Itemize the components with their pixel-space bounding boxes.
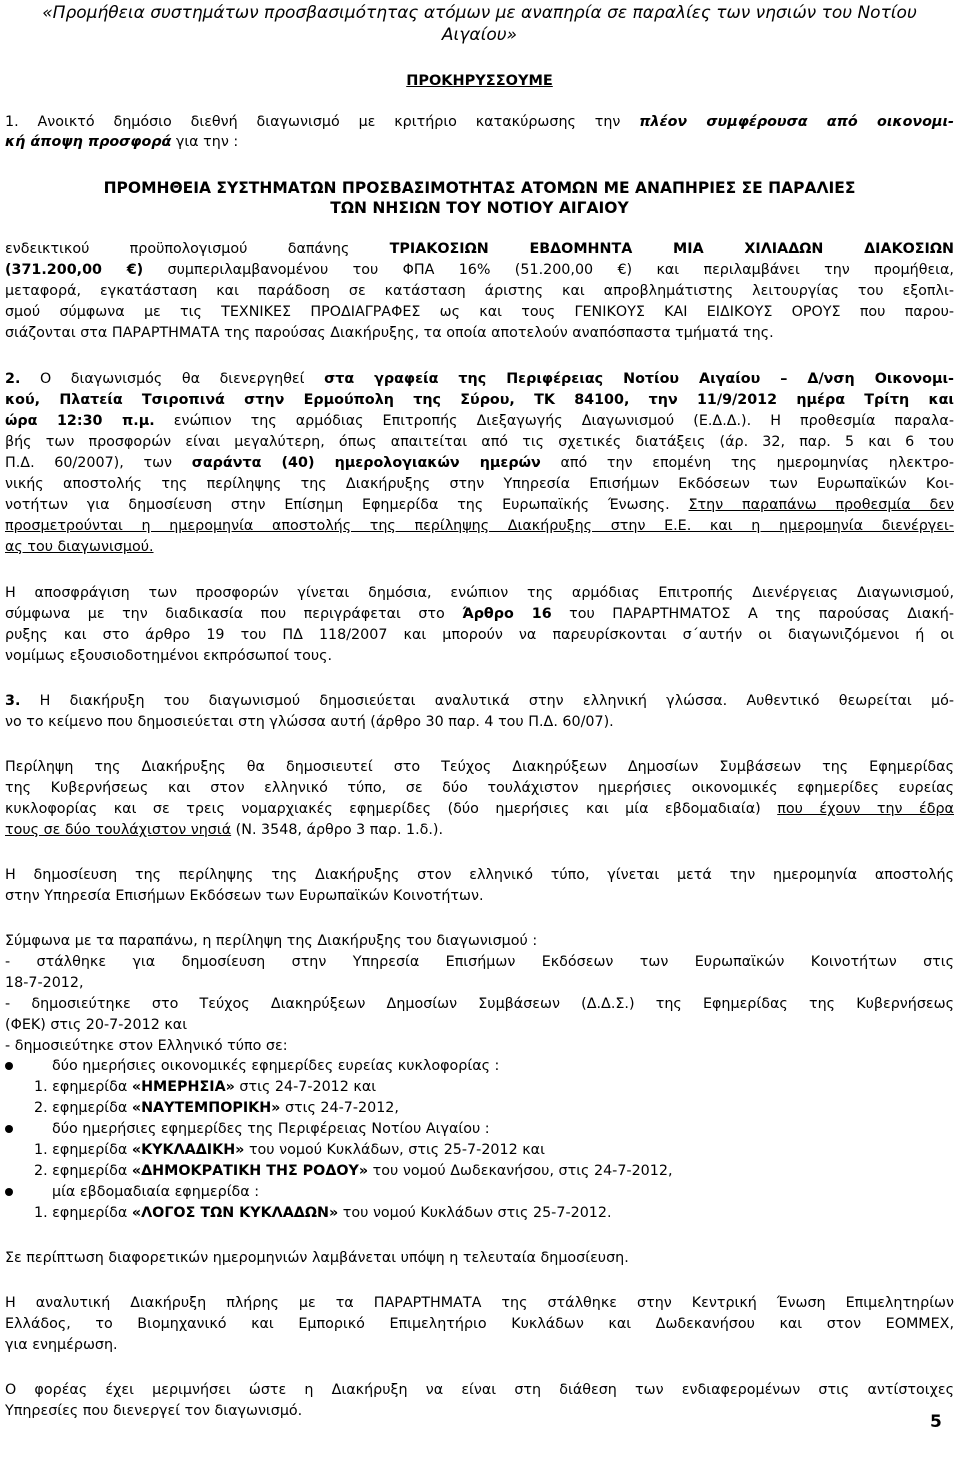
list-item: 1. εφημερίδα «ΛΟΓΟΣ ΤΩΝ ΚΥΚΛΑΔΩΝ» του νομού Κυκλάδων στις 25-7-2012. <box>34 1205 612 1221</box>
budget-line-3: μεταφορά, εγκατάσταση και παράδοση σε κατάσταση άριστης και απροβλημάτιστης λειτουργίας του εξοπλι- <box>5 283 954 299</box>
full-notice-line-3: για ενημέρωση. <box>5 1337 118 1353</box>
full-notice-line-2: Ελλάδος, το Βιομηχανικό και Εμπορικό Επιμελητήριο Κυκλάδων και Δωδεκανήσου και στον ΕΟΜΜΕΧ, <box>5 1316 954 1332</box>
opening-line-3: ρυξης και στο άρθρο 19 του ΠΔ 118/2007 και μπορούν να παρευρίσκονται σ΄αυτήν οι διαγωνιζόμενοι ή οι <box>5 627 954 643</box>
section-2-line-3: ώρα 12:30 π.μ. ενώπιον της αρμόδιας Επιτροπής Διεξαγωγής Διαγωνισμού (Ε.Δ.Δ.). Η προθεσμία παραλα- <box>5 413 954 429</box>
availability-line-2: Υπηρεσίες που διενεργεί τον διαγωνισμό. <box>5 1403 303 1419</box>
budget-line-2: (371.200,00 €) συμπεριλαμβανομένου του ΦΠΑ 16% (51.200,00 €) και περιλαμβάνει την προμήθεια, <box>5 262 954 278</box>
bullet-weekly-paper: μία εβδομαδιαία εφημερίδα : <box>52 1184 260 1200</box>
accordingly-line-5: (ΦΕΚ) στις 20-7-2012 και <box>5 1017 188 1033</box>
bullet-financial-papers: δύο ημερήσιες οικονομικές εφημερίδες ευρείας κυκλοφορίας : <box>52 1058 500 1074</box>
section-2-line-5: Π.Δ. 60/2007), των σαράντα (40) ημερολογιακών ημερών από την επομένη της ημερομηνίας ηλεκτρο- <box>5 455 954 471</box>
section-2-line-2: κού, Πλατεία Τσιροπινά στην Ερμούπολη της Σύρου, ΤΚ 84100, την 11/9/2012 ημέρα Τρίτη και <box>5 392 954 408</box>
accordingly-line-6: - δημοσιεύτηκε στον Ελληνικό τύπο σε: <box>5 1038 288 1054</box>
bullet-dot <box>5 1062 13 1070</box>
greek-press-line-1: Η δημοσίευση της περίληψης της Διακήρυξης στον ελληνικό τύπο, γίνεται μετά την ημερομηνία αποστολής <box>5 867 954 883</box>
greek-press-line-2: στην Υπηρεσία Επισήμων Εκδόσεων των Ευρωπαϊκών Κοινοτήτων. <box>5 888 484 904</box>
document-title-line-2: Αιγαίου» <box>441 25 518 45</box>
bullet-dot <box>5 1125 13 1133</box>
full-notice-line-1: Η αναλυτική Διακήρυξη πλήρης με τα ΠΑΡΑΡΤΗΜΑΤΑ της στάλθηκε στην Κεντρική Ένωση Επιμελητηρίων <box>5 1295 954 1311</box>
section-3-line-2: νο το κείμενο που δημοσιεύεται στη γλώσσα αυτή (άρθρο 30 παρ. 4 του Π.Δ. 60/07). <box>5 714 614 730</box>
different-dates-note: Σε περίπτωση διαφορετικών ημερομηνιών λαμβάνεται υπόψη η τελευταία δημοσίευση. <box>5 1250 629 1266</box>
opening-line-2: σύμφωνα με την διαδικασία που περιγράφεται στο Άρθρο 16 του ΠΑΡΑΡΤΗΜΑΤΟΣ Α της παρούσας Διακή- <box>5 606 954 622</box>
section-2-line-1: 2. Ο διαγωνισμός θα διενεργηθεί στα γραφεία της Περιφέρειας Νοτίου Αιγαίου – Δ/νση Οικονομι- <box>5 371 954 387</box>
section-1-line-1: 1. Ανοικτό δημόσιο διεθνή διαγωνισμό με κριτήριο κατακύρωσης την πλέον συμφέρουσα από οικονομι- <box>5 114 954 130</box>
section-2-line-7: νοτήτων για δημοσίευση στην Επίσημη Εφημερίδα της Ευρωπαϊκής Ένωσης. Στην παραπάνω προθεσμία δεν <box>5 497 954 513</box>
accordingly-line-4: - δημοσιεύτηκε στο Τεύχος Διακηρύξεων Δημοσίων Συμβάσεων (Δ.Δ.Σ.) της Εφημερίδας της Κυβερνήσεως <box>5 996 954 1012</box>
budget-line-1: ενδεικτικού προϋπολογισμού δαπάνης ΤΡΙΑΚΟΣΙΩΝ ΕΒΔΟΜΗΝΤΑ ΜΙΑ ΧΙΛΙΑΔΩΝ ΔΙΑΚΟΣΙΩΝ <box>5 241 954 257</box>
bullet-dot <box>5 1188 13 1196</box>
accordingly-line-2: - στάλθηκε για δημοσίευση στην Υπηρεσία Επισήμων Εκδόσεων των Ευρωπαϊκών Κοινοτήτων στις <box>5 954 954 970</box>
opening-line-4: νομίμως εξουσιοδοτημένοι εκπρόσωποί τους. <box>5 648 333 664</box>
subject-line-2: ΤΩΝ ΝΗΣΙΩΝ ΤΟΥ ΝΟΤΙΟΥ ΑΙΓΑΙΟΥ <box>330 199 629 217</box>
section-2-line-9: ας του διαγωνισμού. <box>5 539 154 555</box>
budget-line-4: σμού σύμφωνα με τις ΤΕΧΝΙΚΕΣ ΠΡΟΔΙΑΓΡΑΦΕΣ ως και τους ΓΕΝΙΚΟΥΣ ΚΑΙ ΕΙΔΙΚΟΥΣ ΟΡΟΥΣ που παρου- <box>5 304 954 320</box>
section-2-line-6: νικής αποστολής της περίληψης της Διακήρυξης στην Υπηρεσία Επισήμων Εκδόσεων των Ευρωπαϊκών Κοι- <box>5 476 954 492</box>
summary-line-3: κυκλοφορίας και σε τρεις νομαρχιακές εφημερίδες (δύο ημερήσιες και μία εβδομαδιαία) που έχουν την έδρα <box>5 801 954 817</box>
bullet-regional-dailies: δύο ημερήσιες εφημερίδες της Περιφέρειας Νοτίου Αιγαίου : <box>52 1121 490 1137</box>
list-item: 2. εφημερίδα «ΝΑΥΤΕΜΠΟΡΙΚΗ» στις 24-7-2012, <box>34 1100 399 1116</box>
summary-line-4: τους σε δύο τουλάχιστον νησιά (Ν. 3548, άρθρο 3 παρ. 1.δ.). <box>5 822 444 838</box>
proclamation-heading: ΠΡΟΚΗΡΥΣΣΟΥΜΕ <box>406 73 553 89</box>
section-3-line-1: 3. Η διακήρυξη του διαγωνισμού δημοσιεύεται αναλυτικά στην ελληνική γλώσσα. Αυθεντικό θεωρείται μό- <box>5 693 954 709</box>
document-title-line-1: «Προμήθεια συστημάτων προσβασιμότητας ατόμων με αναπηρία σε παραλίες των νησιών του Νοτίου <box>42 3 917 23</box>
subject-line-1: ΠΡΟΜΗΘΕΙΑ ΣΥΣΤΗΜΑΤΩΝ ΠΡΟΣΒΑΣΙΜΟΤΗΤΑΣ ΑΤΟΜΩΝ ΜΕ ΑΝΑΠΗΡΙΕΣ ΣΕ ΠΑΡΑΛΙΕΣ <box>103 179 856 197</box>
accordingly-line-1: Σύμφωνα με τα παραπάνω, η περίληψη της Διακήρυξης του διαγωνισμού : <box>5 933 538 949</box>
availability-line-1: Ο φορέας έχει μεριμνήσει ώστε η Διακήρυξη να είναι στη διάθεση των ενδιαφερομένων στις αντίστοιχες <box>5 1382 954 1398</box>
section-2-line-8: προσμετρούνται η ημερομηνία αποστολής της περίληψης Διακήρυξης στην Ε.Ε. και η ημερομηνία διενέργει- <box>5 518 954 534</box>
list-item: 2. εφημερίδα «ΔΗΜΟΚΡΑΤΙΚΗ ΤΗΣ ΡΟΔΟΥ» του νομού Δωδεκανήσου, στις 24-7-2012, <box>34 1163 673 1179</box>
budget-line-5: σιάζονται στα ΠΑΡΑΡΤΗΜΑΤΑ της παρούσας Διακήρυξης, τα οποία αποτελούν αναπόσπαστα τμήματά της. <box>5 325 774 341</box>
summary-line-1: Περίληψη της Διακήρυξης θα δημοσιευτεί στο Τεύχος Διακηρύξεων Δημοσίων Συμβάσεων της Εφημερίδας <box>5 759 954 775</box>
list-item: 1. εφημερίδα «ΚΥΚΛΑΔΙΚΗ» του νομού Κυκλάδων, στις 25-7-2012 και <box>34 1142 545 1158</box>
accordingly-line-3: 18-7-2012, <box>5 975 84 991</box>
page-number: 5 <box>930 1412 942 1432</box>
section-2-line-4: βής των προσφορών είναι μεγαλύτερη, όπως απαιτείται από τις σχετικές διατάξεις (άρ. 32, παρ. 5 και 6 του <box>5 434 954 450</box>
list-item: 1. εφημερίδα «ΗΜΕΡΗΣΙΑ» στις 24-7-2012 και <box>34 1079 377 1095</box>
summary-line-2: της Κυβερνήσεως και στον ελληνικό τύπο, σε δύο τουλάχιστον ημερήσιες οικονομικές εφημερίδες ευρείας <box>5 780 954 796</box>
opening-line-1: Η αποσφράγιση των προσφορών γίνεται δημόσια, ενώπιον της αρμόδιας Επιτροπής Διενέργειας Διαγωνισμού, <box>5 585 954 601</box>
section-1-line-2: κή άποψη προσφορά για την : <box>5 134 239 150</box>
